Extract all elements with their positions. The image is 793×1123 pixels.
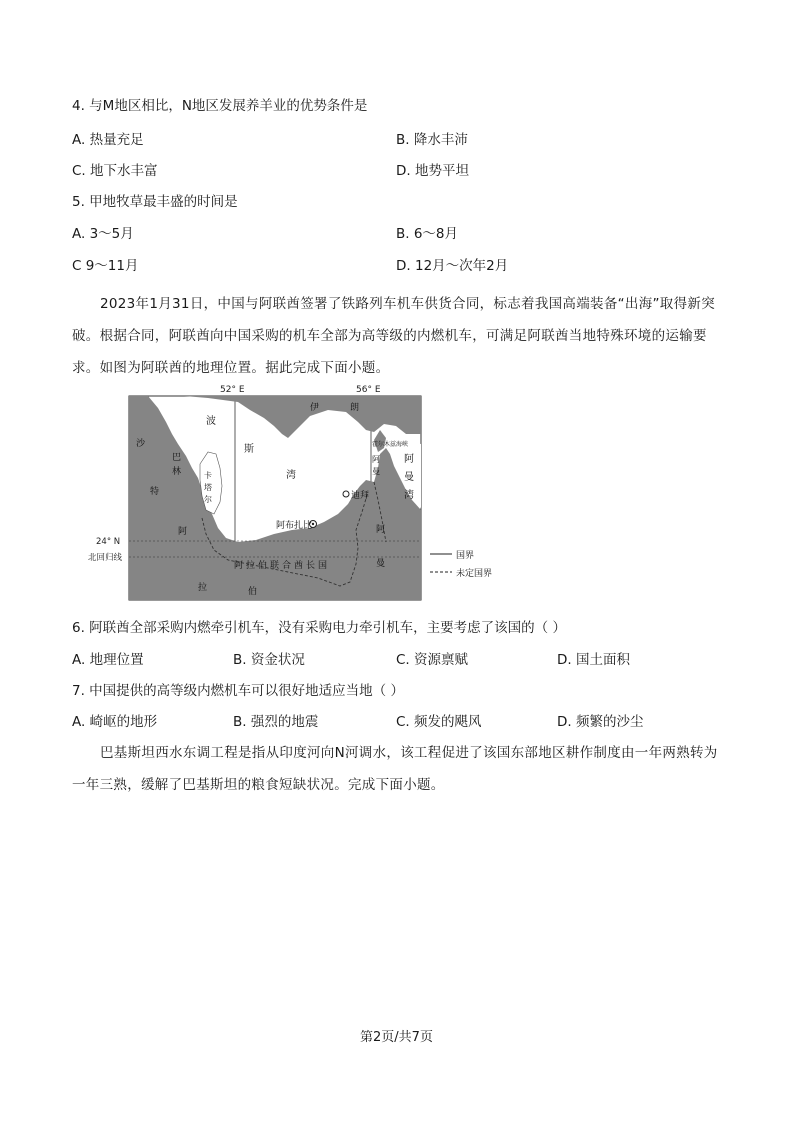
q4-option-d[interactable]: D. 地势平坦 (396, 163, 469, 179)
q6-option-b[interactable]: B. 资金状况 (233, 652, 305, 668)
q5-option-d[interactable]: D. 12月～次年2月 (396, 258, 509, 274)
label-abudhabi: 阿布扎比 (276, 521, 313, 531)
legend-undefined-label: 未定国界 (456, 569, 493, 579)
label-bahrain-1: 巴 (172, 453, 182, 463)
label-oman-gulf-2: 曼 (404, 472, 414, 483)
label-oman-1: 阿 (372, 455, 380, 464)
label-iran-1: 伊 (310, 403, 320, 413)
label-iran-2: 朗 (350, 403, 360, 413)
question-7-stem: 7. 中国提供的高等级内燃机车可以很好地适应当地（ ） (72, 683, 404, 699)
q4-option-c[interactable]: C. 地下水丰富 (72, 163, 158, 179)
q7-option-c[interactable]: C. 频发的飓风 (396, 714, 482, 730)
question-5-stem: 5. 甲地牧草最丰盛的时间是 (72, 194, 238, 210)
q6-option-d[interactable]: D. 国土面积 (557, 652, 630, 668)
label-oman-gulf-1: 阿 (404, 454, 414, 465)
label-arabia-2: 拉 (198, 583, 208, 593)
lon-52-label: 52° E (220, 385, 245, 395)
q6-option-a[interactable]: A. 地理位置 (72, 652, 144, 668)
q5-option-b[interactable]: B. 6～8月 (396, 226, 459, 242)
label-qatar-2: 塔 (204, 483, 212, 492)
label-gulf-3: 湾 (286, 470, 296, 481)
tropic-label: 北回归线 (88, 553, 123, 563)
label-qatar-3: 尔 (204, 495, 212, 504)
passage-pakistan: 巴基斯坦西水东调工程是指从印度河向N河调水，该工程促进了该国东部地区耕作制度由一年两熟转为一年三熟，缓解了巴基斯坦的粮食短缺状况。完成下面小题。 (72, 745, 718, 793)
lat-24n-label: 24° N (96, 537, 121, 547)
q5-option-c[interactable]: C 9～11月 (72, 258, 139, 274)
label-saudi-1: 沙 (136, 439, 146, 449)
page-footer: 第2页/共7页 (360, 1030, 433, 1045)
label-bahrain-2: 林 (172, 467, 182, 477)
question-6-stem: 6. 阿联酋全部采购内燃牵引机车，没有采购电力牵引机车，主要考虑了该国的（ ） (72, 620, 566, 636)
q7-option-b[interactable]: B. 强烈的地震 (233, 714, 319, 730)
passage-uae: 2023年1月31日，中国与阿联酋签署了铁路列车机车供货合同，标志着我国高端装备“出海”取得新突破。根据合同，阿联酋向中国采购的机车全部为高等级的内燃机车，可满足阿联酋当地特殊环境的运输要求。如图为阿联酋的地理位置。据此完成下面小题。 (72, 296, 716, 376)
label-gulf-1: 波 (206, 416, 216, 427)
q7-option-d[interactable]: D. 频繁的沙尘 (557, 714, 644, 730)
label-dubai: 迪拜 (351, 491, 370, 501)
question-4-stem: 4. 与M地区相比，N地区发展养羊业的优势条件是 (72, 98, 368, 114)
q4-option-b[interactable]: B. 降水丰沛 (396, 132, 468, 148)
label-saudi-2: 特 (150, 487, 160, 497)
uae-map (88, 382, 508, 604)
label-oman-gulf-3: 湾 (404, 490, 414, 501)
lon-56-label: 56° E (356, 385, 381, 395)
label-arabia-3: 伯 (248, 587, 258, 597)
dubai-marker (343, 491, 349, 497)
q4-option-a[interactable]: A. 热量充足 (72, 132, 144, 148)
label-gulf-2: 斯 (244, 444, 254, 455)
legend-border-label: 国界 (456, 551, 475, 561)
label-uae: 阿拉伯联合酋长国 (234, 561, 331, 571)
label-oman-s-1: 阿 (376, 525, 386, 535)
label-oman-s-2: 曼 (376, 559, 386, 569)
label-strait: 霍尔木兹海峡 (372, 441, 409, 448)
q6-option-c[interactable]: C. 资源禀赋 (396, 652, 469, 668)
q5-option-a[interactable]: A. 3～5月 (72, 226, 134, 242)
label-oman-2: 曼 (372, 467, 380, 476)
q7-option-a[interactable]: A. 崎岖的地形 (72, 714, 158, 730)
label-arabia-1: 阿 (178, 527, 188, 537)
label-qatar-1: 卡 (204, 471, 212, 480)
